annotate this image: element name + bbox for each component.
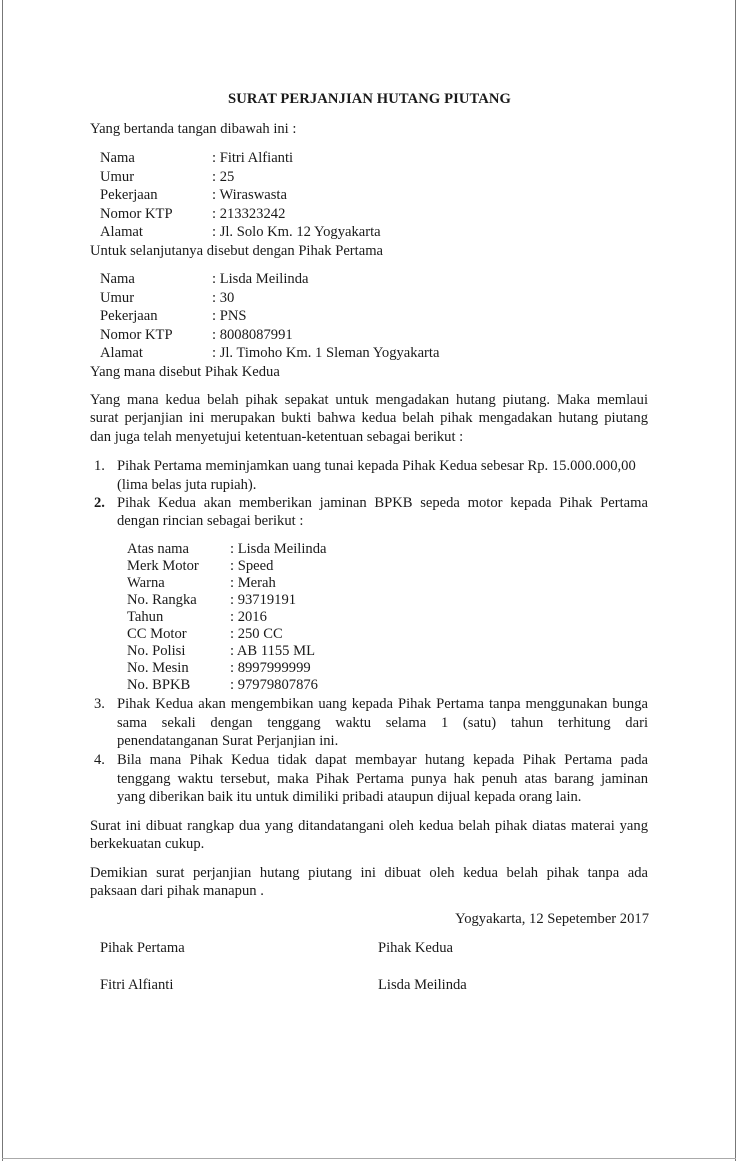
item-line: Pihak Kedua akan mengembikan uang kepada Pihak Pertama tanpa menggunakan bunga: [117, 696, 648, 712]
collateral-label: Atas nama: [127, 541, 190, 557]
party1-label-job: Pekerjaan: [100, 187, 158, 203]
party1-value-name: : Fitri Alfianti: [212, 150, 294, 166]
intro-text: Yang bertanda tangan dibawah ini :: [90, 121, 297, 137]
right-border: [735, 0, 736, 1161]
signature-left-role: Pihak Pertama: [100, 940, 185, 956]
bottom-border: [2, 1158, 736, 1159]
collateral-value: : AB 1155 ML: [230, 643, 316, 659]
collateral-value: : 2016: [230, 609, 267, 625]
document-title: SURAT PERJANJIAN HUTANG PIUTANG: [228, 91, 511, 107]
collateral-value: : 93719191: [230, 592, 297, 608]
item-line: tenggang waktu tersebut, maka Pihak Pertama punya hak penuh atas barang jaminan: [117, 771, 648, 787]
party2-label-age: Umur: [100, 290, 135, 306]
collateral-value: : 97979807876: [230, 677, 318, 693]
party1-value-age: : 25: [212, 169, 235, 185]
party1-value-address: : Jl. Solo Km. 12 Yogyakarta: [212, 224, 381, 240]
party1-designation: Untuk selanjutanya disebut dengan Pihak Pertama: [90, 243, 384, 259]
party2-label-ktp: Nomor KTP: [100, 327, 173, 343]
closing-line: paksaan dari pihak manapun .: [90, 883, 264, 899]
collateral-label: No. Mesin: [127, 660, 189, 676]
item-line: sama sekali dengan tenggang waktu selama 1 (satu) tahun terhitung dari: [117, 715, 648, 731]
party2-value-ktp: : 8008087991: [212, 327, 293, 343]
left-border: [2, 0, 3, 1161]
party1-label-age: Umur: [100, 169, 135, 185]
collateral-label: Merk Motor: [127, 558, 199, 574]
collateral-value: : 8997999999: [230, 660, 311, 676]
preamble-line: surat perjanjian ini merupakan bukti bahwa kedua belah pihak mengadakan hutang piutang: [90, 410, 648, 426]
item-line: penendatanganan Surat Perjanjian ini.: [117, 733, 339, 749]
item-line: (lima belas juta rupiah).: [117, 477, 257, 493]
collateral-label: No. Polisi: [127, 643, 186, 659]
item-number: 4.: [94, 752, 105, 768]
collateral-value: : Speed: [230, 558, 274, 574]
item-line: dengan rincian sebagai berikut :: [117, 513, 304, 529]
place-date: Yogyakarta, 12 Sepetember 2017: [455, 911, 649, 927]
closing-line: Demikian surat perjanjian hutang piutang ini dibuat oleh kedua belah pihak tanpa ada: [90, 865, 648, 881]
item-line: Pihak Pertama meminjamkan uang tunai kepada Pihak Kedua sebesar Rp. 15.000.000,00: [117, 458, 636, 474]
closing-line: Surat ini dibuat rangkap dua yang ditandatangani oleh kedua belah pihak diatas materai yang: [90, 818, 648, 834]
item-number: 2.: [94, 495, 105, 511]
item-line: Pihak Kedua akan memberikan jaminan BPKB sepeda motor kepada Pihak Pertama: [117, 495, 648, 511]
preamble-line: Yang mana kedua belah pihak sepakat untuk mengadakan hutang piutang. Maka memlaui: [90, 392, 648, 408]
party2-label-name: Nama: [100, 271, 135, 287]
party2-label-job: Pekerjaan: [100, 308, 158, 324]
signature-left-name: Fitri Alfianti: [100, 977, 174, 993]
party2-designation: Yang mana disebut Pihak Kedua: [90, 364, 280, 380]
collateral-label: Warna: [127, 575, 165, 591]
party2-value-job: : PNS: [212, 308, 247, 324]
item-line: yang diberikan baik itu untuk dimiliki pribadi ataupun dijual kepada orang lain.: [117, 789, 582, 805]
collateral-label: No. BPKB: [127, 677, 191, 693]
party2-label-address: Alamat: [100, 345, 143, 361]
collateral-value: : Merah: [230, 575, 276, 591]
party2-value-age: : 30: [212, 290, 235, 306]
collateral-label: No. Rangka: [127, 592, 197, 608]
signature-right-name: Lisda Meilinda: [378, 977, 467, 993]
collateral-label: Tahun: [127, 609, 164, 625]
item-number: 3.: [94, 696, 105, 712]
party2-value-name: : Lisda Meilinda: [212, 271, 309, 287]
party2-value-address: : Jl. Timoho Km. 1 Sleman Yogyakarta: [212, 345, 440, 361]
item-line: Bila mana Pihak Kedua tidak dapat membayar hutang kepada Pihak Pertama pada: [117, 752, 648, 768]
closing-line: berkekuatan cukup.: [90, 836, 205, 852]
party1-label-name: Nama: [100, 150, 135, 166]
signature-right-role: Pihak Kedua: [378, 940, 453, 956]
party1-label-ktp: Nomor KTP: [100, 206, 173, 222]
collateral-value: : Lisda Meilinda: [230, 541, 327, 557]
collateral-label: CC Motor: [127, 626, 187, 642]
item-number: 1.: [94, 458, 105, 474]
preamble-line: dan juga telah menyetujui ketentuan-ketentuan sebagai berikut :: [90, 429, 464, 445]
collateral-value: : 250 CC: [230, 626, 283, 642]
party1-label-address: Alamat: [100, 224, 143, 240]
party1-value-job: : Wiraswasta: [212, 187, 287, 203]
party1-value-ktp: : 213323242: [212, 206, 286, 222]
